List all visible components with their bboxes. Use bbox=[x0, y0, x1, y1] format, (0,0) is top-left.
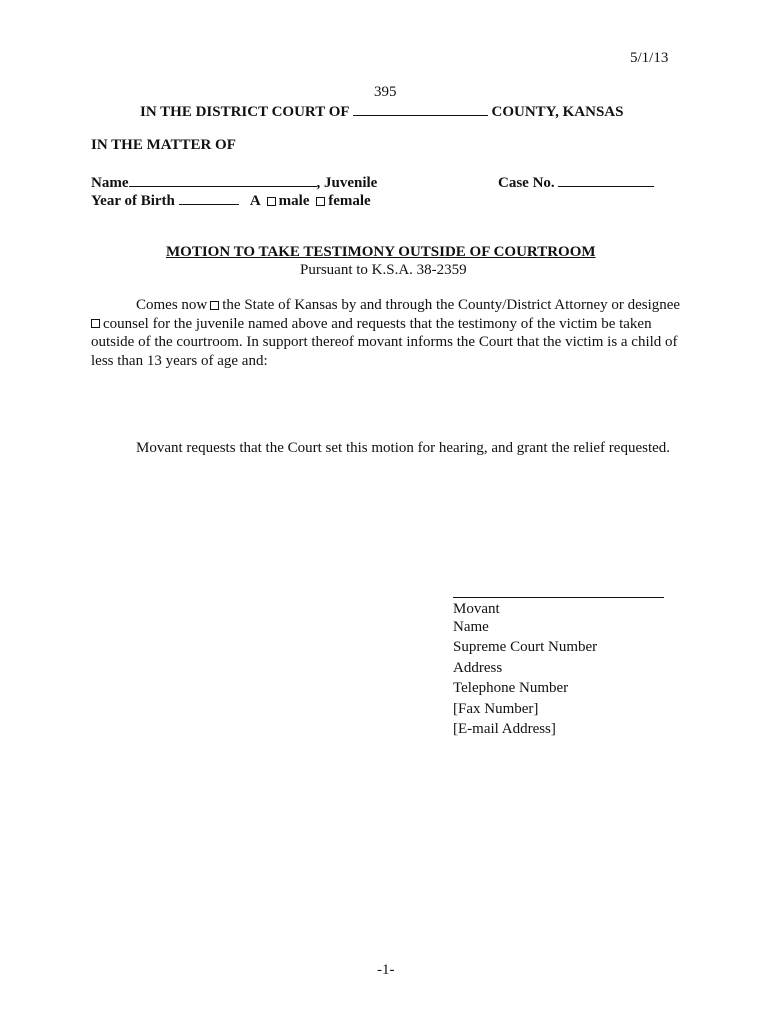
body-line-2 bbox=[91, 315, 681, 334]
case-no-blank[interactable] bbox=[558, 172, 654, 187]
juvenile-label: , Juvenile bbox=[316, 175, 378, 191]
movant-label: Movant bbox=[453, 601, 500, 617]
supreme-court-number-label: Supreme Court Number bbox=[453, 639, 598, 655]
name-blank[interactable] bbox=[129, 172, 317, 187]
page-number: -1- bbox=[377, 962, 395, 978]
telephone-label: Telephone Number bbox=[453, 680, 569, 696]
name-line bbox=[91, 172, 377, 192]
name-field-label: Name bbox=[453, 619, 489, 635]
case-no-line bbox=[498, 172, 654, 192]
a-label: A bbox=[249, 193, 260, 209]
state-text: the State of Kansas by and through the County/District Attorney or designee bbox=[222, 297, 681, 313]
county-blank[interactable] bbox=[353, 101, 488, 116]
male-checkbox[interactable] bbox=[267, 197, 276, 206]
case-no-label: Case No. bbox=[498, 175, 555, 191]
fax-label: [Fax Number] bbox=[453, 701, 539, 717]
female-checkbox[interactable] bbox=[316, 197, 325, 206]
motion-subtitle: Pursuant to K.S.A. 38-2359 bbox=[300, 262, 467, 278]
signature-line[interactable] bbox=[453, 597, 664, 598]
in-the-matter-of: IN THE MATTER OF bbox=[91, 137, 236, 153]
year-of-birth-label: Year of Birth bbox=[91, 193, 175, 209]
form-date: 5/1/13 bbox=[630, 50, 669, 66]
request-paragraph: Movant requests that the Court set this motion for hearing, and grant the relief requested. bbox=[136, 440, 671, 456]
female-label: female bbox=[328, 193, 371, 209]
year-of-birth-blank[interactable] bbox=[179, 190, 239, 205]
year-of-birth-line bbox=[91, 190, 371, 210]
body-line-1 bbox=[91, 296, 681, 315]
motion-title: MOTION TO TAKE TESTIMONY OUTSIDE OF COURTROOM bbox=[166, 244, 596, 260]
court-heading-prefix: IN THE DISTRICT COURT OF bbox=[140, 104, 349, 120]
name-label: Name bbox=[91, 175, 129, 191]
state-checkbox[interactable] bbox=[210, 301, 219, 310]
comes-now-text: Comes now bbox=[136, 297, 208, 313]
email-label: [E-mail Address] bbox=[453, 721, 556, 737]
body-paragraph bbox=[91, 296, 681, 370]
form-number: 395 bbox=[374, 84, 397, 100]
counsel-text: counsel for the juvenile named above and requests that the testimony of the victim be taken bbox=[103, 315, 652, 332]
counsel-checkbox[interactable] bbox=[91, 319, 100, 328]
court-heading bbox=[140, 101, 623, 121]
male-label: male bbox=[278, 193, 310, 209]
court-heading-suffix: COUNTY, KANSAS bbox=[491, 104, 624, 120]
body-line-4: less than 13 years of age and: bbox=[91, 352, 268, 369]
body-line-3: outside of the courtroom. In support thereof movant informs the Court that the victim is a child of bbox=[91, 334, 678, 350]
address-label: Address bbox=[453, 660, 503, 676]
